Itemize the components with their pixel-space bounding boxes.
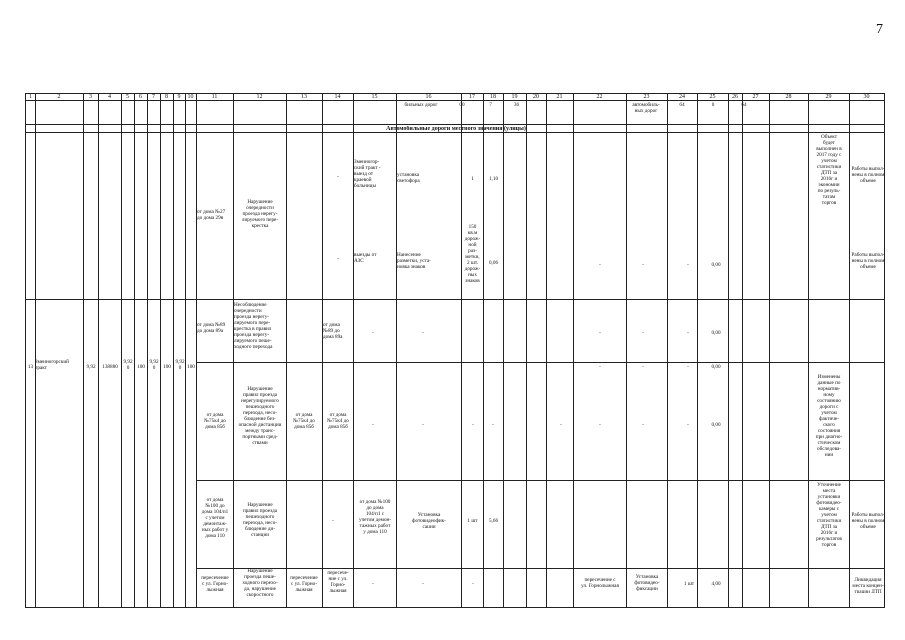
sub1a-c16: установка светофора (397, 172, 420, 184)
top-c16: бильных дорог (404, 102, 438, 108)
sub5-c24: 1 шт (683, 581, 695, 587)
col-line-6 (134, 94, 135, 607)
sub4-violation: Нарушение правил проезда пешеходного перехода, несо- блюдение ди- станции (242, 502, 278, 538)
col-line-10 (185, 94, 186, 607)
column-number-13: 13 (301, 94, 307, 100)
column-number-1: 1 (29, 94, 32, 100)
sub3-c14: от дома №75к4 до дома 85б (327, 412, 349, 430)
sub5-c16: - (422, 581, 424, 587)
sub1b-c24: - (687, 262, 689, 268)
sub2-c22: - (599, 330, 601, 336)
sub4-location: от дома №100 до дома 104/п1 с учетом демонтаж- ных работ у дома 110 (201, 497, 229, 539)
row-number: 13 (27, 364, 34, 370)
sub1a-c15: Змеиногор- ский тракт - выезд от краевой больницы (354, 159, 381, 189)
sub3-c17: - (472, 422, 474, 428)
col-line-26 (728, 94, 729, 607)
sub2-c23: - (642, 330, 644, 336)
column-number-7: 7 (152, 94, 155, 100)
column-number-10: 10 (187, 94, 194, 100)
col-line-9 (173, 94, 174, 607)
sub2-violation: Несоблюдение очередности проезда нерегу- лируемого пере- крестка в правил проезда нерегу- лируемого пеше- ходного перехода (234, 302, 273, 350)
sub3-c21: - (560, 422, 562, 428)
column-number-3: 3 (89, 94, 92, 100)
sub4-c29: Уточнение места установки фотовидео- камеры с учетом статистики ДТП за 2016г и результатов торгов (816, 482, 842, 548)
column-number-28: 28 (785, 94, 792, 100)
sub3-c18: - (492, 422, 494, 428)
sub4-c17: 1 шт (467, 518, 478, 524)
report-table (25, 93, 885, 608)
col-line-13 (286, 94, 287, 607)
r13-c6: 100 (137, 364, 145, 370)
column-number-5: 5 (126, 94, 129, 100)
sub5-location: пересечение с ул. Горно- лыжная (201, 575, 229, 593)
sub1b-c30: Работы выпол- нены в полном объеме (851, 252, 885, 270)
page-number: 7 (876, 22, 883, 37)
column-number-21: 21 (556, 94, 563, 100)
sub5-c17: - (472, 581, 474, 587)
r13-c8: 100 (163, 364, 171, 370)
sub1b-c22: - (599, 262, 601, 268)
top-c18: 7 (489, 102, 492, 108)
col-line-19 (503, 94, 504, 607)
sub1a-c18: 1,10 (488, 176, 499, 182)
r13-c4: 138880 (102, 364, 118, 370)
col-line-30 (849, 94, 850, 607)
top-c19: 36 (513, 102, 520, 108)
col-line-20 (526, 94, 527, 607)
r13-c5: 9,92 0 (123, 359, 133, 371)
sub1b-c17: 150 кв.м дорож- ной раз- метки, 2 шт. дорож- ных знаков (464, 224, 481, 284)
col-line-2 (35, 94, 36, 607)
sub1b-c23: - (642, 262, 644, 268)
col-line-7 (147, 94, 148, 607)
col-line-12 (233, 94, 234, 607)
col-line-4 (98, 94, 99, 607)
sub3-c25: 0,00 (711, 422, 721, 428)
column-number-16: 16 (425, 94, 432, 100)
col-line-15 (353, 94, 354, 607)
sub3-c23: - (642, 422, 644, 428)
sub3-c15: - (372, 422, 374, 428)
sub1b-c16: Нанесение разметки, уста- новка знаков (397, 252, 431, 270)
column-number-11: 11 (211, 94, 218, 100)
sub3-c24: - (687, 422, 689, 428)
col-line-29 (808, 94, 809, 607)
sub4-c15: от дома №100 до дома 104/п1 с учетом демон- тажных работ у дома 110 (358, 499, 392, 535)
column-number-14: 14 (334, 94, 341, 100)
sub2-c25: 0,00 (711, 330, 721, 336)
sub2-c16: - (422, 330, 424, 336)
sub1a-c14: - (337, 174, 339, 180)
sub2b-c25: 0,00 (711, 364, 721, 370)
col-line-17 (461, 94, 462, 607)
top-c25: 0 (711, 102, 715, 108)
column-number-17: 17 (469, 94, 475, 100)
col-line-11 (196, 94, 197, 607)
sub2b-c24: - (687, 364, 689, 370)
sub1a-c30: Работы выпол- нены в полном объеме (851, 166, 885, 184)
column-number-6: 6 (139, 94, 142, 100)
sub3-c22: - (599, 422, 601, 428)
column-number-18: 18 (490, 94, 496, 100)
column-number-15: 15 (371, 94, 378, 100)
sub5-c22: пересечение с ул. Горнолыжная (581, 577, 619, 589)
r13-c3: 9,92 (86, 364, 96, 370)
sub2-location: от дома №89 до дома 89а (197, 322, 226, 334)
col-line-5 (121, 94, 122, 607)
section-title: Автомобильные дороги местного значения (улицы) (386, 126, 526, 132)
sub5-c15: - (372, 581, 374, 587)
sub2-c15: - (372, 330, 374, 336)
column-number-23: 23 (643, 94, 650, 100)
sub2-c14: от дома №89 до дома 89а (323, 322, 343, 340)
sub5-c30: Ликвидация места концен- трации ДТП (852, 577, 884, 593)
sub5-c23: Установка фотовидео- фиксации (634, 574, 660, 592)
top-c26: 64 (741, 102, 747, 108)
sub2b-c22: - (599, 364, 601, 370)
col-line-28 (769, 94, 770, 607)
sub5-c13: пересечение с ул. Горно- лыжная (290, 575, 318, 593)
column-number-24: 24 (679, 94, 685, 100)
sub1-location: от дома №27 до дома 29в (197, 209, 226, 221)
sub3-violation: Нарушение правил проезда нерегулируемого пешеходного перехода, несо- блюдение без- опасной дистанции между транс- портными сред- ствами (238, 386, 282, 446)
top-c23: автомобиль- ных дорог (632, 102, 660, 114)
column-number-19: 19 (511, 94, 518, 100)
sub3-c13: от дома №75к4 до дома 85б (293, 412, 315, 430)
col-line-22 (573, 94, 574, 607)
sub1a-c17: 1 (471, 176, 474, 182)
col-line-25 (697, 94, 698, 607)
column-number-26: 26 (732, 94, 738, 100)
col-line-23 (626, 94, 627, 607)
sub3-c29: Изменены данные по норматив- ному состоянию дороги с учетом фактиче- ского состояния при диагно- стическом обследова- нии (815, 374, 843, 458)
sub1-violation: Нарушение очередности проезда нерегу- лируемого пере- крестка (241, 199, 279, 229)
column-number-22: 22 (596, 94, 603, 100)
sub1b-c18: 0,06 (488, 260, 499, 266)
col-line-3 (83, 94, 84, 607)
sub1b-c15: выезды от АЗС (354, 252, 377, 264)
column-number-30: 30 (863, 94, 870, 100)
sub4-c14: - (332, 518, 334, 524)
column-number-8: 8 (165, 94, 168, 100)
column-number-9: 9 (177, 94, 181, 100)
col-line-16 (396, 94, 397, 607)
column-number-27: 27 (752, 94, 759, 100)
col-line-27 (742, 94, 743, 607)
sub2-c24: - (687, 330, 689, 336)
col-line-8 (160, 94, 161, 607)
r13-c9: 9,92 0 (175, 359, 185, 371)
col-line-18 (483, 94, 484, 607)
column-number-12: 12 (256, 94, 263, 100)
column-number-29: 29 (825, 94, 832, 100)
col-line-21 (546, 94, 547, 607)
sub4-c30: Работы выпол- нены в полном объеме (851, 512, 885, 530)
sub2b-c23: - (642, 364, 644, 370)
column-number-20: 20 (533, 94, 539, 100)
column-number-2: 2 (57, 94, 61, 100)
sub3-c16: - (422, 422, 424, 428)
sub1b-c25: 0,00 (711, 262, 721, 268)
sub5-violation: Нарушение проезда пеше- ходного перехо- да, нарушение скоростного (242, 568, 278, 598)
road-name: Змеиногорский тракт (35, 359, 69, 371)
sub1b-c14: - (337, 256, 339, 262)
sub3-location: от дома №75к4 до дома 85б (204, 412, 226, 430)
r13-c7: 9,92 0 (149, 359, 159, 371)
column-number-25: 25 (709, 94, 716, 100)
sub1a-c29: Объект будет выполнен в 2017 году с учетом статистики ДТП за 2016г и экономии по резуль- татам торгов (816, 134, 842, 206)
sub4-c16: Установка фотовидеофик- сации (412, 512, 446, 528)
col-line-14 (322, 94, 323, 607)
column-number-4: 4 (108, 94, 111, 100)
sub5-c14: пересече- ние с ул. Горно- лыжная (327, 570, 349, 594)
r13-c10: 100 (187, 364, 195, 370)
top-c17: 00 (459, 102, 465, 108)
col-line-24 (667, 94, 668, 607)
sub4-c18: 5,66 (488, 518, 499, 524)
sub5-c25: 4,00 (711, 581, 721, 587)
top-c24: 64 (679, 102, 685, 108)
